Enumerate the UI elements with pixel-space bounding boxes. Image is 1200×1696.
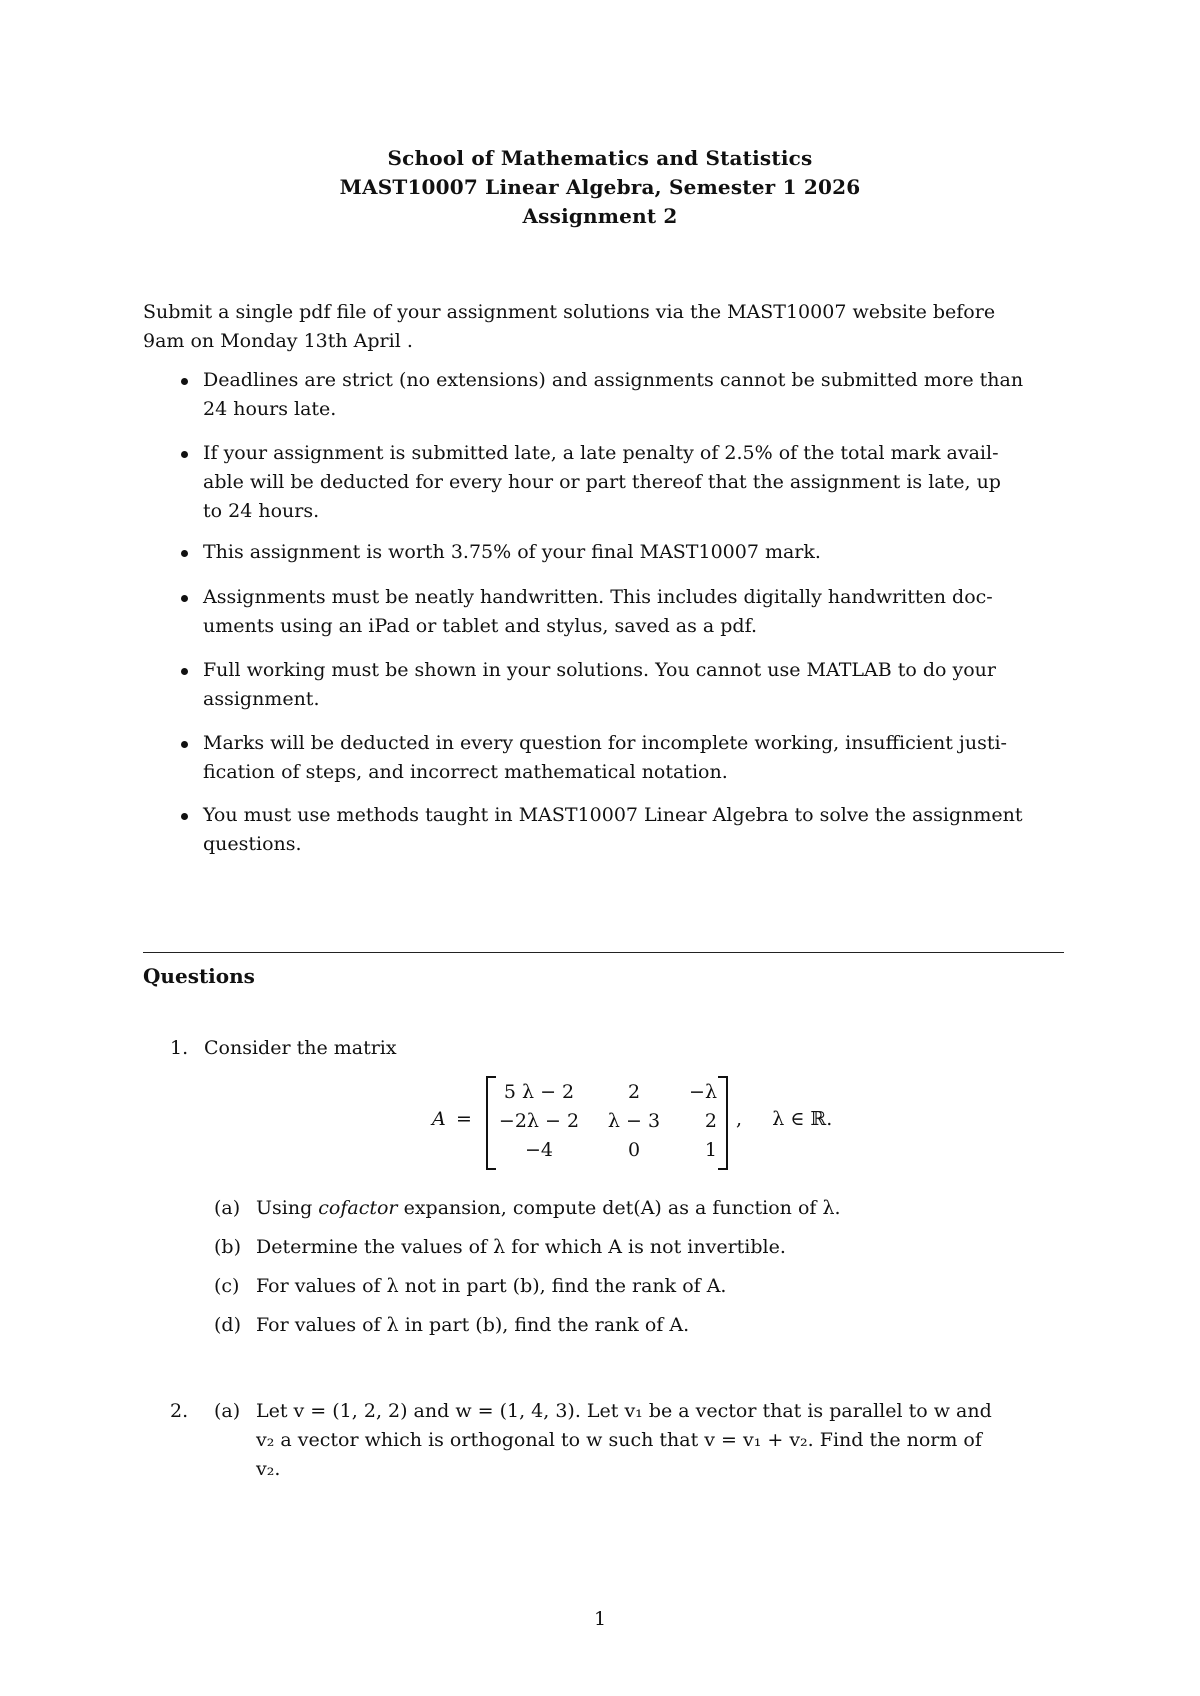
rule-item-full-working xyxy=(143,656,1123,714)
rule-line: Deadlines are strict (no extensions) and assignments cannot be submitted more than xyxy=(203,369,1024,391)
question-1-part-b xyxy=(214,1233,786,1262)
course-title: MAST10007 Linear Algebra, Semester 1 2026 xyxy=(339,175,861,199)
rule-line: able will be deducted for every hour or part thereof that the assignment is late, up xyxy=(203,471,1001,493)
bullet-icon xyxy=(181,451,188,458)
intro-line: Submit a single pdf file of your assignment solutions via the MAST10007 website before xyxy=(143,301,996,323)
matrix-cell: −4 xyxy=(524,1139,553,1161)
part-label: (c) xyxy=(214,1275,240,1297)
bullet-icon xyxy=(181,550,188,557)
rule-line: You must use methods taught in MAST10007 Linear Algebra to solve the assignment xyxy=(203,804,1023,826)
part-text xyxy=(256,1397,1056,1484)
bullet-icon xyxy=(181,813,188,820)
rule-line: 24 hours late. xyxy=(203,398,337,420)
rule-line: fication of steps, and incorrect mathematical notation. xyxy=(203,761,728,783)
matrix-cell: 0 xyxy=(627,1139,641,1161)
matrix-cell: −2λ − 2 xyxy=(498,1110,580,1132)
matrix-name: A xyxy=(432,1108,446,1130)
matrix-cell: 2 xyxy=(704,1110,717,1132)
bullet-icon xyxy=(181,668,188,675)
part-label: (a) xyxy=(214,1197,241,1219)
intro-line: 9am on Monday 13th April . xyxy=(143,330,413,352)
rule-line: uments using an iPad or tablet and stylus, saved as a pdf. xyxy=(203,615,757,637)
question-2-part-a xyxy=(214,1397,1064,1484)
section-divider xyxy=(143,952,1064,953)
lambda-domain: , λ ∈ ℝ. xyxy=(736,1108,833,1130)
part-text: Determine the values of λ for which A is not invertible. xyxy=(256,1236,786,1258)
rule-line: This assignment is worth 3.75% of your final MAST10007 mark. xyxy=(203,541,821,563)
school-name: School of Mathematics and Statistics xyxy=(387,146,813,170)
rule-line: If your assignment is submitted late, a late penalty of 2.5% of the total mark avail- xyxy=(203,442,999,464)
rule-line: Full working must be shown in your solutions. You cannot use MATLAB to do your xyxy=(203,659,996,681)
right-bracket-icon xyxy=(718,1076,728,1170)
question-2-number: 2. xyxy=(170,1400,189,1422)
rule-line: to 24 hours. xyxy=(203,500,320,522)
rule-item-worth xyxy=(143,538,1123,567)
equals-sign: = xyxy=(456,1108,472,1130)
submission-instructions xyxy=(143,298,1063,356)
document-header xyxy=(0,144,1200,231)
question-1-part-d xyxy=(214,1311,689,1340)
part-label: (d) xyxy=(214,1314,241,1336)
rule-item-marks-deducted xyxy=(143,729,1123,787)
part-label: (b) xyxy=(214,1236,241,1258)
matrix-cell: 1 xyxy=(704,1139,717,1161)
rule-item-handwritten xyxy=(143,583,1123,641)
rule-line: questions. xyxy=(203,833,302,855)
rule-line: Assignments must be neatly handwritten. This includes digitally handwritten doc- xyxy=(203,586,993,608)
part-text: expansion, compute det(A) as a function of λ. xyxy=(397,1197,841,1219)
question-1-number: 1. xyxy=(170,1037,189,1059)
part-line: v₂ a vector which is orthogonal to w such that v = v₁ + v₂. Find the norm of xyxy=(256,1429,982,1451)
question-1-part-c xyxy=(214,1272,726,1301)
rule-line: assignment. xyxy=(203,688,320,710)
rule-line: Marks will be deducted in every question for incomplete working, insufficient justi- xyxy=(203,732,1007,754)
matrix-cell: −λ xyxy=(689,1081,717,1103)
matrix-equation xyxy=(0,1074,1200,1168)
part-line: Let v = (1, 2, 2) and w = (1, 4, 3). Let v₁ be a vector that is parallel to w and xyxy=(256,1400,992,1422)
part-text: For values of λ in part (b), find the rank of A. xyxy=(256,1314,690,1336)
bullet-icon xyxy=(181,595,188,602)
part-line: v₂. xyxy=(256,1458,281,1480)
matrix-cell: λ − 3 xyxy=(607,1110,661,1132)
part-label: (a) xyxy=(214,1400,241,1422)
question-1-intro: Consider the matrix xyxy=(204,1037,397,1059)
rule-item-deadlines xyxy=(143,366,1123,424)
matrix-cell: 5 λ − 2 xyxy=(503,1081,575,1103)
bullet-icon xyxy=(181,741,188,748)
assignment-title: Assignment 2 xyxy=(522,204,678,228)
part-text: For values of λ not in part (b), find the rank of A. xyxy=(256,1275,727,1297)
emphasis-text: cofactor xyxy=(318,1197,398,1219)
bullet-icon xyxy=(181,378,188,385)
matrix-cell: 2 xyxy=(627,1081,641,1103)
question-1-part-a xyxy=(214,1194,841,1223)
page-number: 1 xyxy=(593,1608,607,1630)
rule-item-late-penalty xyxy=(143,439,1123,526)
rule-item-methods xyxy=(143,801,1123,859)
questions-heading: Questions xyxy=(143,964,255,988)
part-text: Using xyxy=(256,1197,319,1219)
